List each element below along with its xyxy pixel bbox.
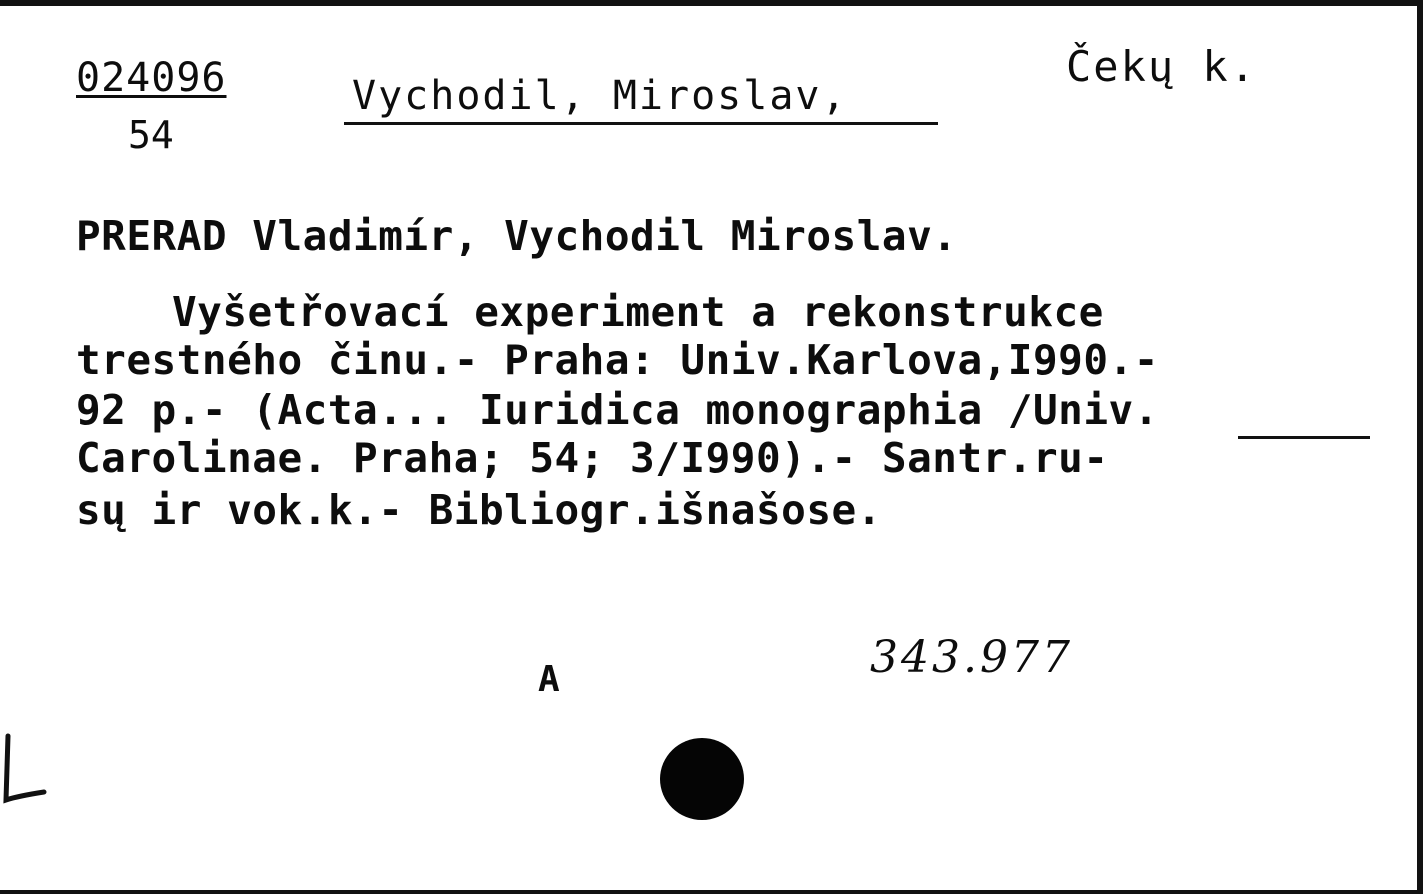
entry-line-series: 92 p.- (Acta... Iuridica monographia /Univ. bbox=[76, 386, 1159, 434]
call-number: 024096 bbox=[76, 55, 227, 101]
entry-line-notes: sų ir vok.k.- Bibliogr.išnašose. bbox=[76, 486, 882, 534]
heading-author: Vychodil, Miroslav, bbox=[352, 73, 848, 119]
entry-line-title: Vyšetřovací experiment a rekonstrukce bbox=[172, 288, 1104, 336]
entry-line-authors: PRERAD Vladimír, Vychodil Miroslav. bbox=[76, 212, 958, 260]
univ-underline bbox=[1238, 436, 1370, 439]
entry-line-imprint: trestného činu.- Praha: Univ.Karlova,I990.- bbox=[76, 336, 1159, 384]
card-top-edge bbox=[0, 0, 1423, 6]
marker-letter: A bbox=[538, 659, 560, 700]
margin-mark-icon bbox=[0, 730, 50, 820]
language-note: Čekų k. bbox=[1066, 42, 1258, 91]
card-right-edge bbox=[1417, 0, 1423, 894]
heading-underline bbox=[344, 122, 938, 125]
card-bottom-edge bbox=[0, 890, 1423, 894]
entry-line-series-cont: Carolinae. Praha; 54; 3/I990).- Santr.ru- bbox=[76, 434, 1109, 482]
punch-hole bbox=[660, 738, 744, 820]
classification-number: 343.977 bbox=[870, 632, 1073, 683]
call-number-sub: 54 bbox=[128, 113, 174, 157]
